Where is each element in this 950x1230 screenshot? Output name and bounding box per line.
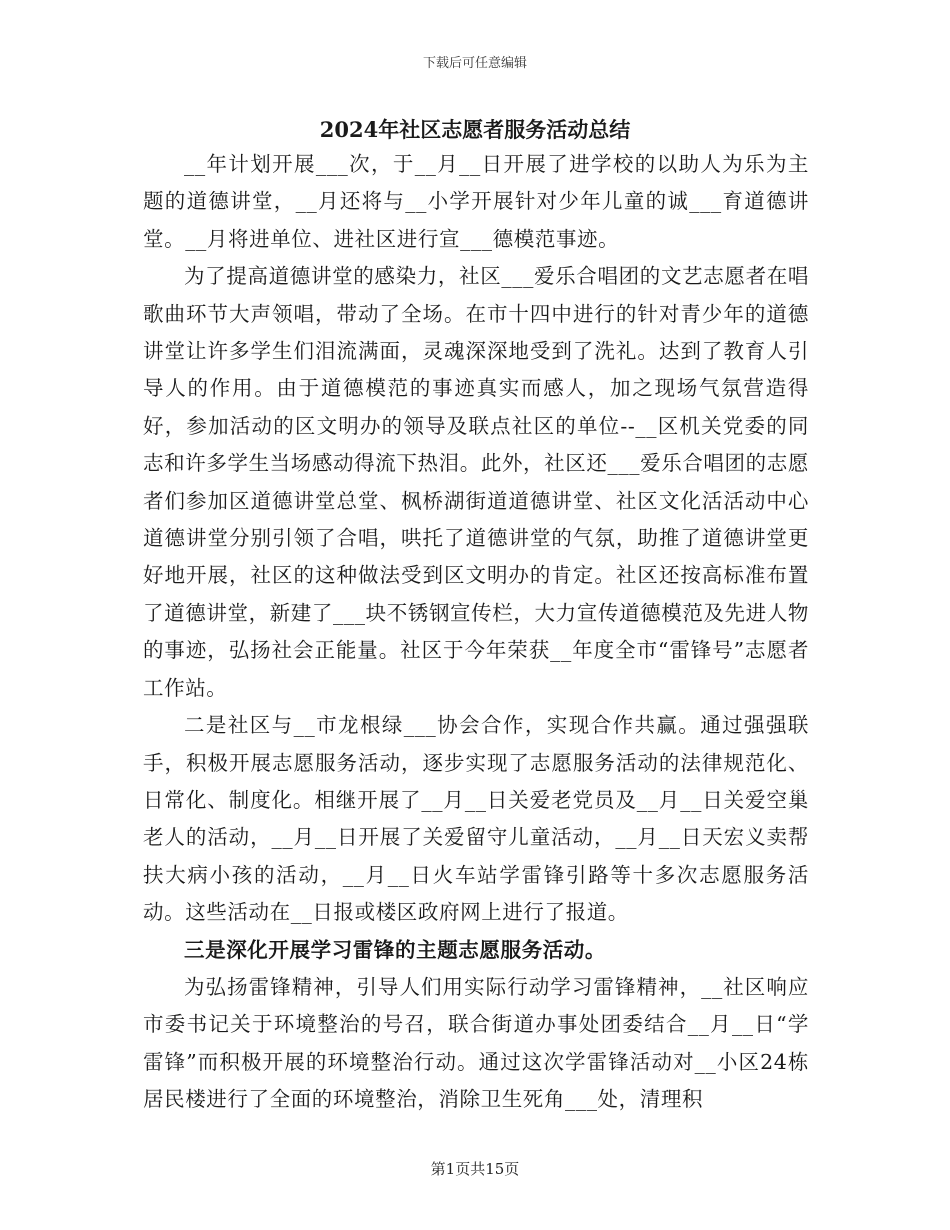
paragraph-3: 二是社区与__市龙根绿___协会合作，实现合作共赢。通过强强联手，积极开展志愿服务活动，逐步实现了志愿服务活动的法律规范化、日常化、制度化。相继开展了__月__日关爱老党员及__月__日关爱空巢老人的活动，__月__日开展了关爱留守儿童活动，__月__日天宏义卖帮扶大病小孩的活动，__月__日火车站学雷锋引路等十多次志愿服务活动。这些活动在__日报或楼区政府网上进行了报道。	[143, 713, 809, 925]
paragraph-1: __年计划开展___次，于__月__日开展了进学校的以助人为乐为主题的道德讲堂，__月还将与__小学开展针对少年儿童的诚___育道德讲堂。__月将进单位、进社区进行宣___德模范事迹。	[143, 152, 809, 251]
paragraph-4: 为弘扬雷锋精神，引导人们用实际行动学习雷锋精神，__社区响应市委书记关于环境整治的号召，联合街道办事处团委结合__月__日“学雷锋”而积极开展的环境整治行动。通过这次学雷锋活动对__小区24栋居民楼进行了全面的环境整治，消除卫生死角___处，清理积	[143, 974, 809, 1112]
section-heading: 三是深化开展学习雷锋的主题志愿服务活动。	[184, 937, 606, 962]
document-body	[143, 146, 809, 1119]
document-title: 2024年社区志愿者服务活动总结	[319, 117, 631, 142]
page-number: 第1页共15页	[430, 1160, 520, 1178]
page-header-note: 下载后可任意编辑	[422, 56, 527, 71]
paragraph-2: 为了提高道德讲堂的感染力，社区___爱乐合唱团的文艺志愿者在唱歌曲环节大声领唱，带动了全场。在市十四中进行的针对青少年的道德讲堂让许多学生们泪流满面，灵魂深深地受到了洗礼。达到了教育人引导人的作用。由于道德模范的事迹真实而感人，加之现场气氛营造得好，参加活动的区文明办的领导及联点社区的单位--__区机关党委的同志和许多学生当场感动得流下热泪。此外，社区还___爱乐合唱团的志愿者们参加区道德讲堂总堂、枫桥湖街道道德讲堂、社区文化活活动中心道德讲堂分别引领了合唱，哄托了道德讲堂的气氛，助推了道德讲堂更好地开展，社区的这种做法受到区文明办的肯定。社区还按高标准布置了道德讲堂，新建了___块不锈钢宣传栏，大力宣传道德模范及先进人物的事迹，弘扬社会正能量。社区于今年荣获__年度全市“雷锋号”志愿者工作站。	[143, 264, 809, 700]
